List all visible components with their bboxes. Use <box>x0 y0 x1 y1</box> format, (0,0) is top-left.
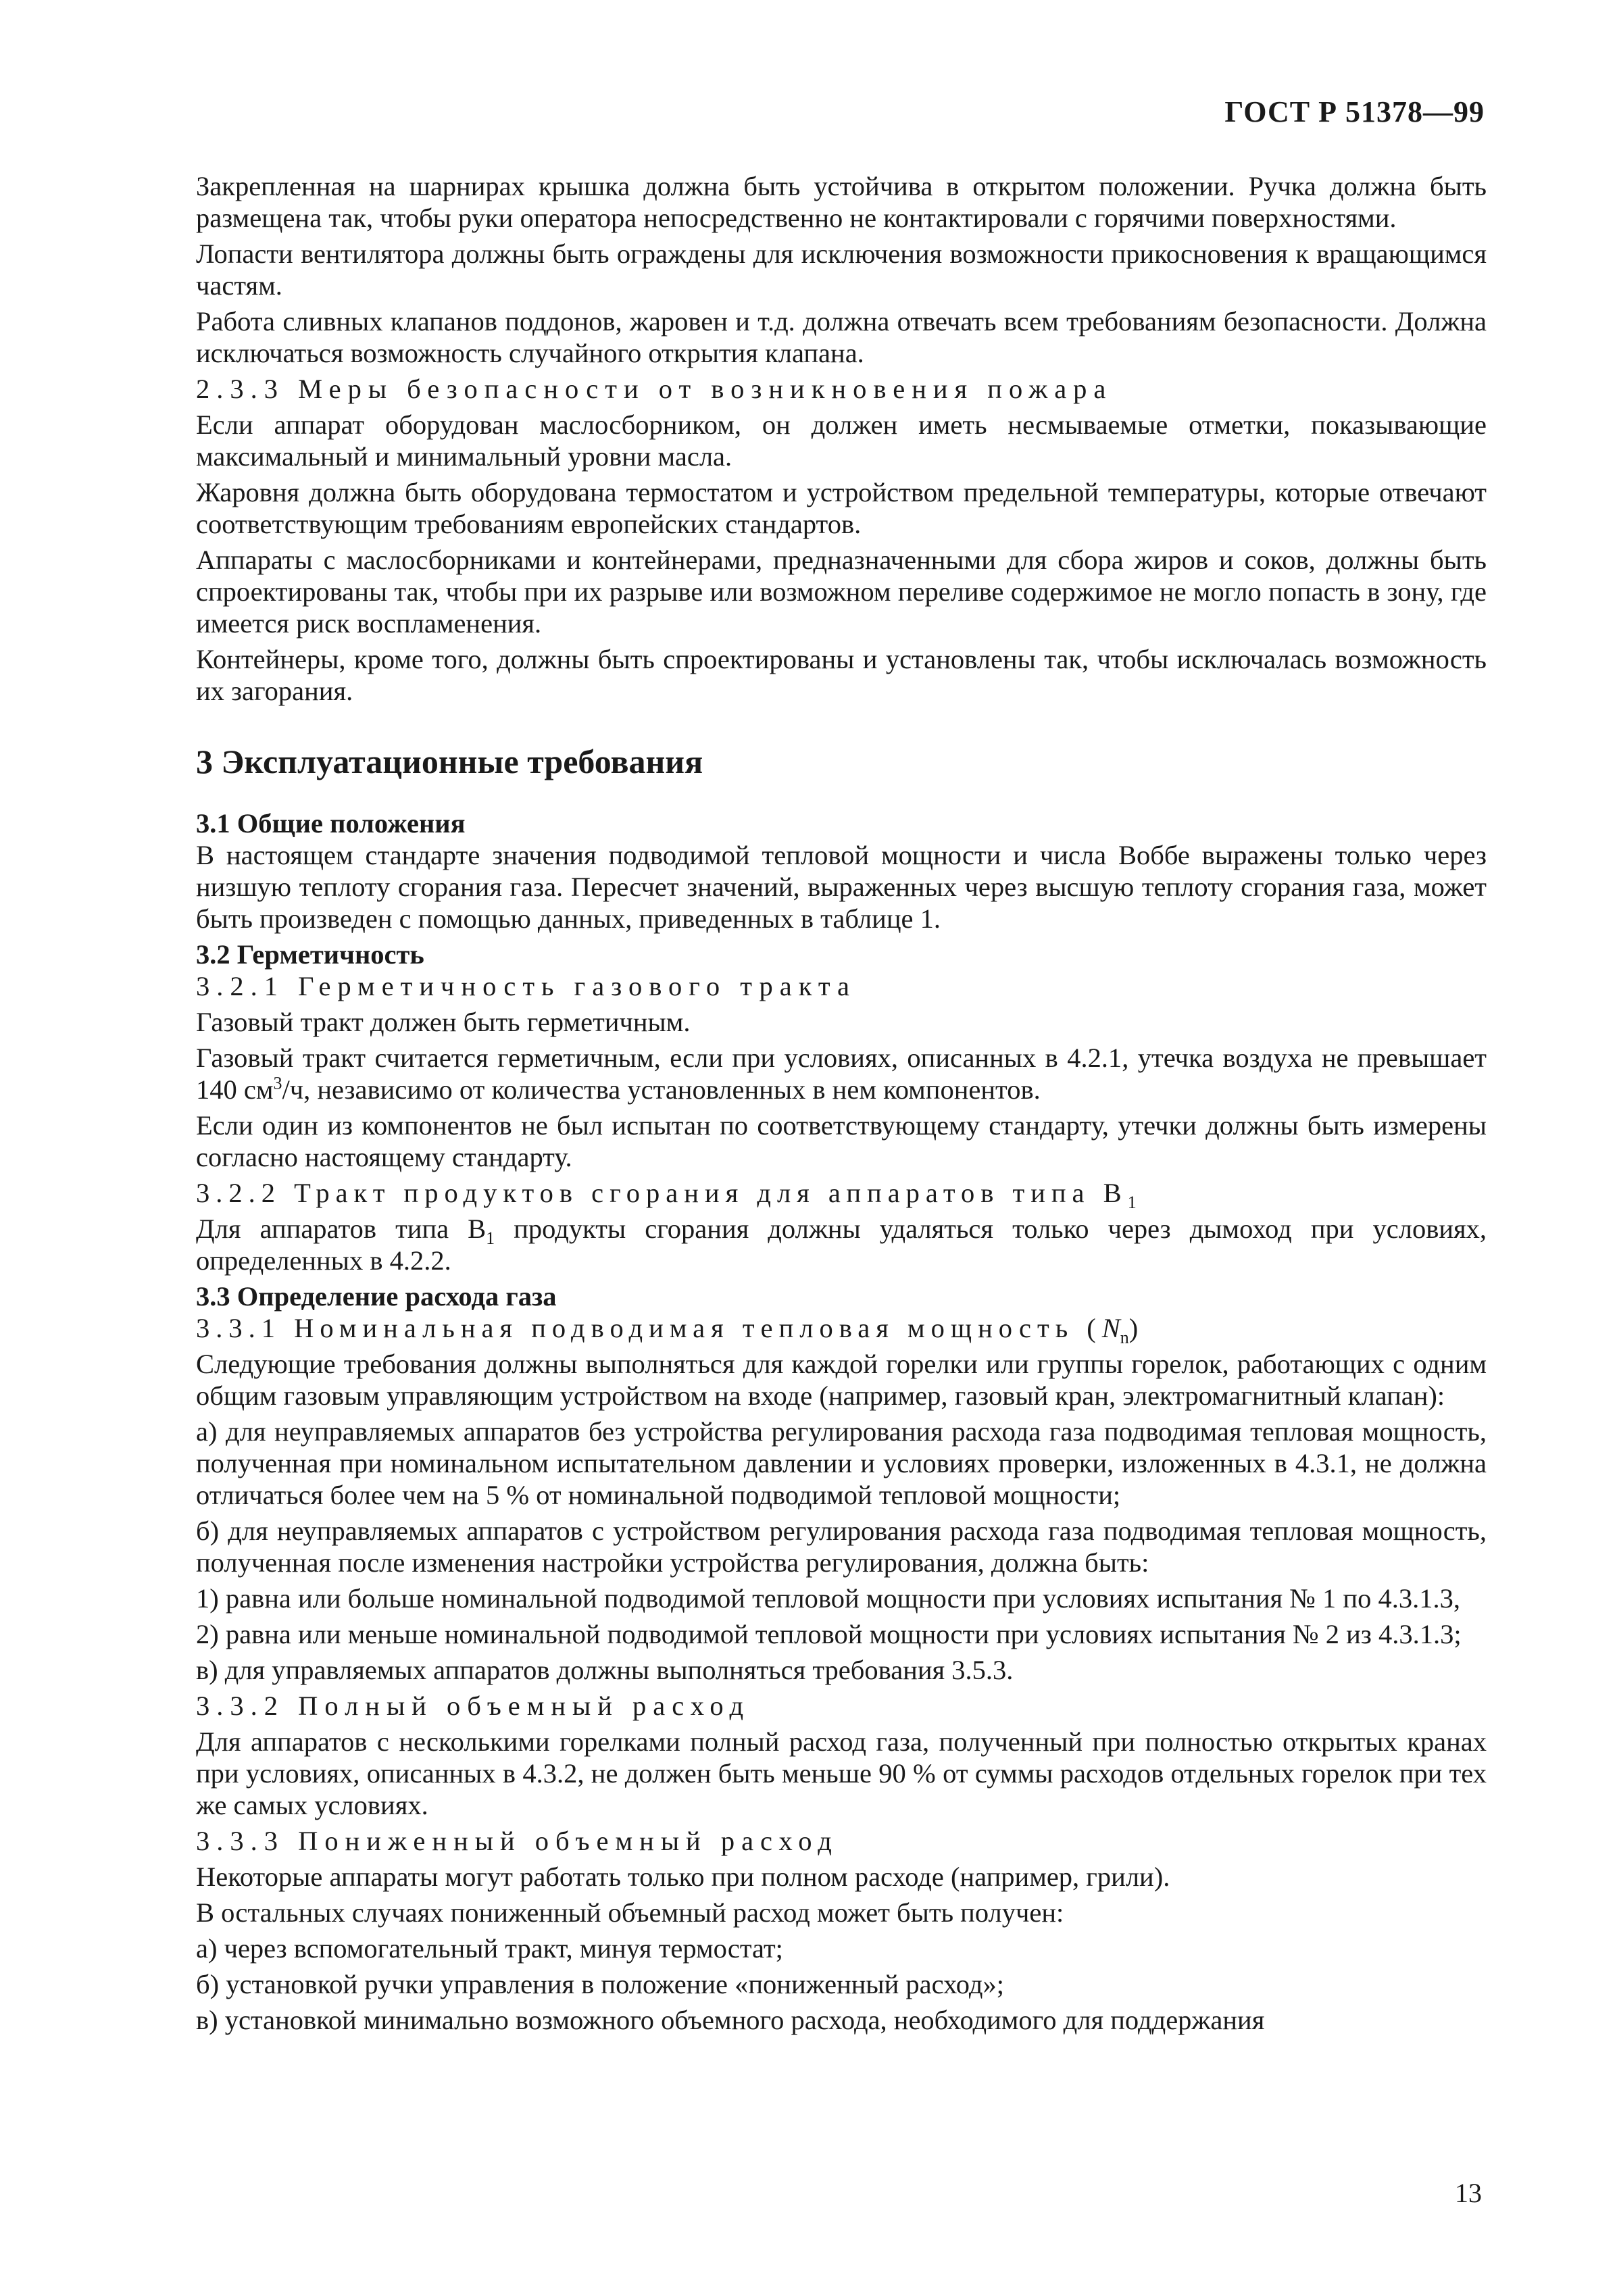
paragraph: Некоторые аппараты могут работать только при полном расходе (например, грили). <box>196 1862 1170 1892</box>
list-item: в) установкой минимально возможного объемного расхода, необходимого для поддержания <box>196 2005 1265 2035</box>
subsection-heading: 3.1 Общие положения <box>196 808 466 839</box>
list-item: а) через вспомогательный тракт, минуя термостат; <box>196 1933 783 1964</box>
list-item: а) для неуправляемых аппаратов без устройства регулирования расхода газа подводимая тепловая мощность, полученная при номинальном испытательном давлении и условиях проверки, изложенных в 4.3.1, не должна отличаться более чем на 5 % от номинальной подводимой тепловой мощности; <box>196 1416 1487 1510</box>
paragraph: Газовый тракт считается герметичным, если при условиях, описанных в 4.2.1, утечка воздуха не превышает 140 $см^3/ч$, независимо от количества установленных в нем компонентов. <box>196 1043 1487 1105</box>
document-body <box>196 170 1487 2040</box>
paragraph: В настоящем стандарте значения подводимой тепловой мощности и числа Воббе выражены только через низшую теплоту сгорания газа. Пересчет значений, выраженных через высшую теплоту сгорания газа, может быть произведен с помощью данных, приведенных в таблице 1. <box>196 840 1487 934</box>
paragraph: Для аппаратов с несколькими горелками полный расход газа, полученный при полностью открытых кранах при условиях, описанных в 4.3.2, не должен быть меньше 90 % от суммы расходов отдельных горелок при тех же самых условиях. <box>196 1726 1487 1820</box>
subsection-heading: 3.2.1 Герметичность газового тракта <box>196 971 857 1001</box>
paragraph: Если аппарат оборудован маслосборником, он должен иметь несмываемые отметки, показывающие максимальный и минимальный уровни масла. <box>196 409 1487 472</box>
paragraph: Следующие требования должны выполняться для каждой горелки или группы горелок, работающих с одним общим газовым управляющим устройством на входе (например, газовый кран, электромагнитный клапан): <box>196 1349 1487 1411</box>
list-item: 2) равна или меньше номинальной подводимой тепловой мощности при условиях испытания № 2 из 4.3.1.3; <box>196 1619 1462 1649</box>
paragraph: В остальных случаях пониженный объемный расход может быть получен: <box>196 1897 1064 1928</box>
paragraph: Лопасти вентилятора должны быть ограждены для исключения возможности прикосновения к вращающимся частям. <box>196 239 1487 301</box>
subsection-heading: 3.3.3 Пониженный объемный расход <box>196 1826 839 1856</box>
section-heading: 3 Эксплуатационные требования <box>196 743 703 780</box>
paragraph: Жаровня должна быть оборудована термостатом и устройством предельной температуры, которые отвечают соответствующим требованиям европейских стандартов. <box>196 477 1487 539</box>
standard-header: ГОСТ Р 51378—99 <box>1224 95 1485 128</box>
list-item: 1) равна или больше номинальной подводимой тепловой мощности при условиях испытания № 1 по 4.3.1.3, <box>196 1583 1460 1614</box>
subsection-heading: 3.3 Определение расхода газа <box>196 1281 557 1312</box>
paragraph: Работа сливных клапанов поддонов, жаровен и т.д. должна отвечать всем требованиям безопасности. Должна исключаться возможность случайного открытия клапана. <box>196 306 1487 368</box>
list-item: б) для неуправляемых аппаратов с устройством регулирования расхода газа подводимая тепловая мощность, полученная после изменения настройки устройства регулирования, должна быть: <box>196 1516 1487 1578</box>
subsection-heading: 3.2.2 Тракт продуктов сгорания для аппаратов типа $B_1$ <box>196 1178 1137 1213</box>
page-number: 13 <box>1455 2178 1482 2208</box>
paragraph: Аппараты с маслосборниками и контейнерами, предназначенными для сбора жиров и соков, должны быть спроектированы так, чтобы при их разрыве или возможном переливе содержимое не могло попасть в зону, где имеется риск воспламенения. <box>196 545 1487 639</box>
paragraph: Контейнеры, кроме того, должны быть спроектированы и установлены так, чтобы исключалась возможность их загорания. <box>196 644 1487 706</box>
subsection-heading: 3.3.2 Полный объемный расход <box>196 1691 751 1721</box>
list-item: в) для управляемых аппаратов должны выполняться требования 3.5.3. <box>196 1655 1014 1685</box>
paragraph: Газовый тракт должен быть герметичным. <box>196 1007 691 1037</box>
paragraph: Если один из компонентов не был испытан по соответствующему стандарту, утечки должны быть измерены согласно настоящему стандарту. <box>196 1110 1487 1172</box>
paragraph: Для аппаратов типа $B_1$ продукты сгорания должны удаляться только через дымоход при условиях, определенных в 4.2.2. <box>196 1214 1487 1276</box>
subsection-heading: 3.2 Герметичность <box>196 939 424 970</box>
subsection-heading: 2.3.3 Меры безопасности от возникновения пожара <box>196 374 1113 404</box>
subsection-heading: 3.3.1 Номинальная подводимая тепловая мощность $(N_n)$ <box>196 1313 1139 1348</box>
list-item: б) установкой ручки управления в положение «пониженный расход»; <box>196 1969 1004 1999</box>
paragraph: Закрепленная на шарнирах крышка должна быть устойчива в открытом положении. Ручка должна быть размещена так, чтобы руки оператора непосредственно не контактировали с горячими поверхностями. <box>196 171 1487 233</box>
